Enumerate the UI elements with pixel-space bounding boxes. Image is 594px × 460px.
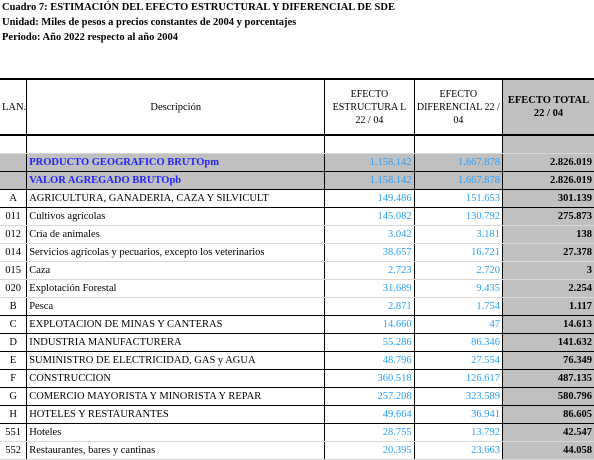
cell-code[interactable]: F — [0, 370, 27, 388]
cell-code[interactable]: 551 — [0, 424, 27, 442]
column-header-structural[interactable]: EFECTO ESTRUCTURA L 22 / 04 — [325, 79, 414, 135]
cell-structural[interactable]: 55.286 — [325, 334, 414, 352]
table-row — [0, 370, 594, 388]
cell-description[interactable]: Explotación Forestal — [27, 280, 325, 298]
table-row — [0, 226, 594, 244]
cell-differential[interactable]: 1.667.878 — [414, 154, 502, 172]
cell-structural[interactable]: 3.042 — [325, 226, 414, 244]
cell-total[interactable]: 76.349 — [503, 352, 594, 370]
cell-total[interactable]: 3 — [503, 262, 594, 280]
table-row — [0, 442, 594, 460]
data-table — [0, 78, 594, 460]
table-row — [0, 244, 594, 262]
table-row — [0, 262, 594, 280]
cell-total[interactable]: 42.547 — [503, 424, 594, 442]
cell-differential[interactable]: 9.435 — [414, 280, 502, 298]
cell-description[interactable]: SUMINISTRO DE ELECTRICIDAD, GAS y AGUA — [27, 352, 325, 370]
cell-code[interactable]: G — [0, 388, 27, 406]
cell-code[interactable]: 020 — [0, 280, 27, 298]
table-row — [0, 424, 594, 442]
cell-structural[interactable]: 360.518 — [325, 370, 414, 388]
cell-code[interactable]: B — [0, 298, 27, 316]
cell-structural[interactable]: 20.395 — [325, 442, 414, 460]
cell-description[interactable]: Servicios agrícolas y pecuarios, excepto los veterinarios — [27, 244, 325, 262]
table-row — [0, 316, 594, 334]
header-block — [2, 0, 592, 45]
cell-total[interactable]: 275.873 — [503, 208, 594, 226]
table-row — [0, 280, 594, 298]
table-header-row — [0, 79, 594, 135]
table-row — [0, 334, 594, 352]
cell-total[interactable]: 44.058 — [503, 442, 594, 460]
cell-structural[interactable]: 145.082 — [325, 208, 414, 226]
cell-total[interactable]: 141.632 — [503, 334, 594, 352]
cell-structural[interactable]: 1.158.142 — [325, 154, 414, 172]
cell-description[interactable]: CONSTRUCCION — [27, 370, 325, 388]
cell-differential[interactable]: 151.653 — [414, 190, 502, 208]
cell-differential[interactable]: 36.941 — [414, 406, 502, 424]
cell-differential[interactable]: 86.346 — [414, 334, 502, 352]
cell-description[interactable]: HOTELES Y RESTAURANTES — [27, 406, 325, 424]
cell-code[interactable]: H — [0, 406, 27, 424]
table-unit: Unidad: Miles de pesos a precios constantes de 2004 y porcentajes — [2, 17, 297, 28]
cell-total[interactable]: 301.139 — [503, 190, 594, 208]
cell-description[interactable]: Cría de animales — [27, 226, 325, 244]
cell-structural[interactable]: 48.796 — [325, 352, 414, 370]
cell-code[interactable]: D — [0, 334, 27, 352]
table-row — [0, 208, 594, 226]
cell-structural[interactable]: 2.723 — [325, 262, 414, 280]
cell-structural[interactable]: 38.657 — [325, 244, 414, 262]
cell-structural[interactable]: 257.208 — [325, 388, 414, 406]
table-row — [0, 172, 594, 190]
cell-description[interactable]: INDUSTRIA MANUFACTURERA — [27, 334, 325, 352]
cell-code[interactable]: 014 — [0, 244, 27, 262]
cell-description[interactable]: COMERCIO MAYORISTA Y MINORISTA Y REPAR — [27, 388, 325, 406]
cell-code[interactable]: 015 — [0, 262, 27, 280]
cell-differential[interactable]: 130.792 — [414, 208, 502, 226]
table-row — [0, 154, 594, 172]
cell-description[interactable]: PRODUCTO GEOGRAFICO BRUTOpm — [27, 154, 325, 172]
cell-total[interactable]: 138 — [503, 226, 594, 244]
cell-code[interactable]: C — [0, 316, 27, 334]
cell-structural[interactable]: 149.486 — [325, 190, 414, 208]
cell-total[interactable]: 27.378 — [503, 244, 594, 262]
cell-differential[interactable]: 126.617 — [414, 370, 502, 388]
cell-total[interactable]: 2.254 — [503, 280, 594, 298]
column-header-differential[interactable]: EFECTO DIFERENCIAL 22 / 04 — [414, 79, 502, 135]
cell-code[interactable]: 012 — [0, 226, 27, 244]
cell-differential[interactable]: 1.754 — [414, 298, 502, 316]
cell-code[interactable]: E — [0, 352, 27, 370]
column-header-total[interactable]: EFECTO TOTAL 22 / 04 — [503, 79, 594, 135]
cell-differential[interactable]: 323.589 — [414, 388, 502, 406]
cell-differential[interactable]: 13.792 — [414, 424, 502, 442]
cell-structural[interactable]: 28.755 — [325, 424, 414, 442]
cell-differential[interactable]: 23.663 — [414, 442, 502, 460]
table-title: Cuadro 7: ESTIMACIÓN DEL EFECTO ESTRUCTURAL Y DIFERENCIAL DE SDE — [2, 2, 395, 13]
column-header-code[interactable]: LAN. — [0, 79, 27, 135]
cell-code[interactable] — [0, 154, 27, 172]
cell-total[interactable]: 2.826.019 — [503, 154, 594, 172]
column-header-description[interactable]: Descripción — [27, 79, 325, 135]
cell-description[interactable]: Hoteles — [27, 424, 325, 442]
cell-structural[interactable]: 2.871 — [325, 298, 414, 316]
cell-total[interactable]: 487.135 — [503, 370, 594, 388]
cell-differential[interactable]: 3.181 — [414, 226, 502, 244]
table-row — [0, 388, 594, 406]
cell-structural[interactable]: 14.660 — [325, 316, 414, 334]
cell-differential[interactable]: 27.554 — [414, 352, 502, 370]
cell-description[interactable]: Pesca — [27, 298, 325, 316]
cell-description[interactable]: EXPLOTACION DE MINAS Y CANTERAS — [27, 316, 325, 334]
table-period: Periodo: Año 2022 respecto al año 2004 — [2, 32, 178, 43]
cell-description[interactable]: Caza — [27, 262, 325, 280]
cell-differential[interactable]: 1.667.878 — [414, 172, 502, 190]
table-row — [0, 352, 594, 370]
cell-description[interactable]: VALOR AGREGADO BRUTOpb — [27, 172, 325, 190]
cell-code[interactable]: 011 — [0, 208, 27, 226]
cell-code[interactable]: A — [0, 190, 27, 208]
cell-code[interactable] — [0, 172, 27, 190]
cell-total[interactable]: 14.613 — [503, 316, 594, 334]
cell-code[interactable]: 552 — [0, 442, 27, 460]
cell-total[interactable]: 1.117 — [503, 298, 594, 316]
cell-structural[interactable]: 1.158.142 — [325, 172, 414, 190]
cell-differential[interactable]: 2.720 — [414, 262, 502, 280]
cell-total[interactable]: 2.826.019 — [503, 172, 594, 190]
cell-differential[interactable]: 47 — [414, 316, 502, 334]
cell-structural[interactable]: 31.689 — [325, 280, 414, 298]
table-row — [0, 406, 594, 424]
cell-structural[interactable]: 49.664 — [325, 406, 414, 424]
table-row — [0, 298, 594, 316]
table-row — [0, 190, 594, 208]
cell-description[interactable]: AGRICULTURA, GANADERIA, CAZA Y SILVICULT — [27, 190, 325, 208]
cell-total[interactable]: 580.796 — [503, 388, 594, 406]
cell-total[interactable]: 86.605 — [503, 406, 594, 424]
cell-description[interactable]: Cultivos agrícolas — [27, 208, 325, 226]
cell-description[interactable]: Restaurantes, bares y cantinas — [27, 442, 325, 460]
cell-differential[interactable]: 16.721 — [414, 244, 502, 262]
